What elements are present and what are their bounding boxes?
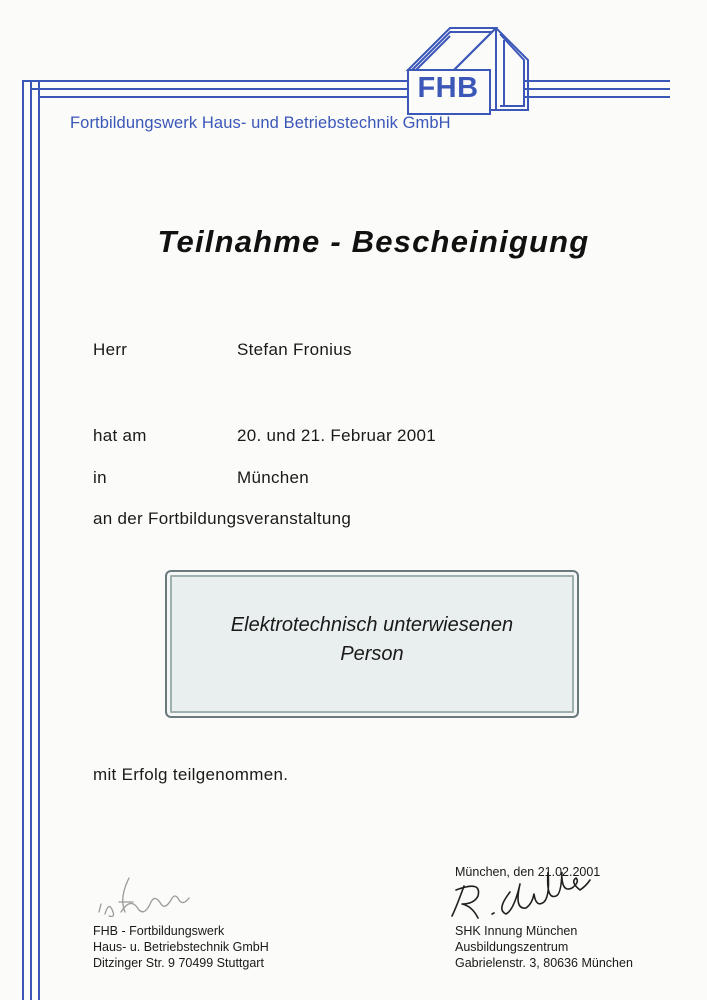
date-value: 20. und 21. Februar 2001 [237,426,437,445]
participant-name: Stefan Fronius [237,340,352,359]
organization-name: Fortbildungswerk Haus- und Betriebstechnik GmbH [70,114,451,132]
border-line-left-1 [22,80,24,1000]
border-line-top-right-3 [525,96,670,98]
course-title-line-1: Elektrotechnisch unterwiesenen [230,614,514,636]
guild-line-1: SHK Innung München [455,924,578,938]
date-label: hat am [93,426,147,445]
guild-line-2: Ausbildungszentrum [455,940,569,954]
border-line-top-3 [38,96,407,98]
border-line-top-right-2 [525,88,670,90]
guild-address [455,923,633,971]
place-date: München, den 21.02.2001 [455,865,601,879]
page-title: Teilnahme - Bescheinigung [157,224,590,259]
issuer-line-3: Ditzinger Str. 9 70499 Stuttgart [93,956,264,970]
place-label: in [93,468,107,487]
left-signature-icon [95,872,215,922]
guild-line-3: Gabrielenstr. 3, 80636 München [455,956,633,970]
logo-text: FHB [417,72,479,104]
issuer-line-1: FHB - Fortbildungswerk [93,924,225,938]
result-text: mit Erfolg teilgenommen. [93,765,289,784]
border-line-left-3 [38,80,40,1000]
event-intro: an der Fortbildungsveranstaltung [93,509,352,528]
salutation-label: Herr [93,340,128,359]
border-line-top-right-1 [525,80,670,82]
right-signature-icon [448,872,623,924]
place-value: München [237,468,310,487]
border-line-left-2 [30,80,32,1000]
course-title-line-2: Person [340,643,404,665]
border-line-top-1 [22,80,407,82]
issuer-address [93,923,269,971]
issuer-line-2: Haus- u. Betriebstechnik GmbH [93,940,269,954]
border-line-top-2 [30,88,407,90]
